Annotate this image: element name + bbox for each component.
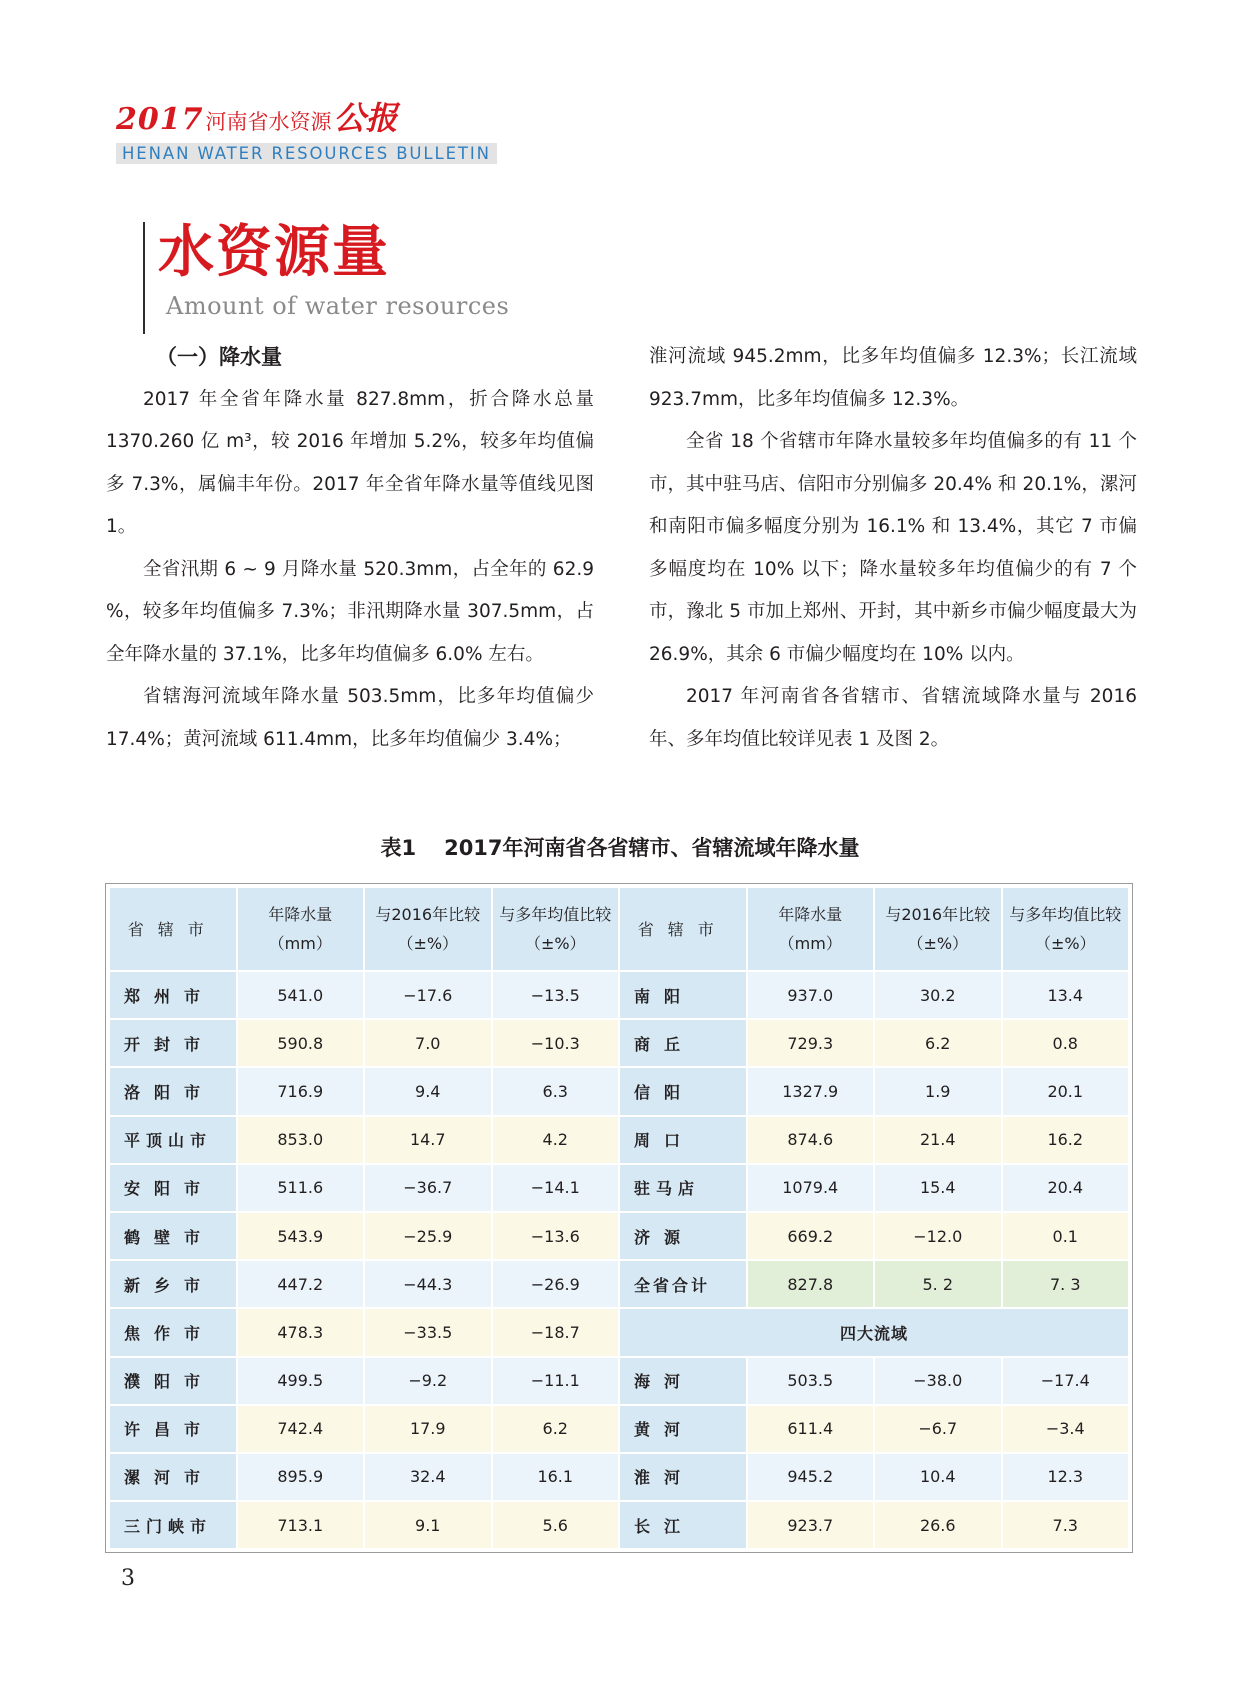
subsection-heading: （一）降水量 [156, 345, 282, 369]
precipitation-table [108, 886, 1130, 1550]
basin-section-header: 四大流域 [620, 1309, 1128, 1355]
city-name: 漯河市 [110, 1454, 236, 1500]
header-vs-average: 与多年均值比较 （±%） [1003, 888, 1129, 970]
right-text-column [649, 336, 1137, 761]
vs-average-value: 12.3 [1003, 1454, 1129, 1500]
vs-2016-value: 21.4 [875, 1117, 1001, 1163]
vs-average-value: 16.2 [1003, 1117, 1129, 1163]
basin-name: 黄河 [620, 1406, 746, 1452]
vs-average-value: −10.3 [493, 1020, 619, 1066]
rainfall-value: 853.0 [238, 1117, 364, 1163]
rainfall-value: 945.2 [748, 1454, 874, 1500]
brand-year: 2017 [116, 102, 204, 137]
city-name: 濮阳市 [110, 1358, 236, 1404]
vs-2016-value: 9.4 [365, 1068, 491, 1114]
vs-2016-value: 10.4 [875, 1454, 1001, 1500]
city-name: 开封市 [110, 1020, 236, 1066]
rainfall-value: 1327.9 [748, 1068, 874, 1114]
vs-2016-value: 1.9 [875, 1068, 1001, 1114]
vs-average-value: 0.1 [1003, 1213, 1129, 1259]
paragraph: 省辖海河流域年降水量 503.5mm，比多年均值偏少 17.4%；黄河流域 611.4mm，比多年均值偏少 3.4%； [106, 686, 594, 750]
table-row [110, 1020, 1128, 1066]
table-row [110, 1454, 1128, 1500]
header-rainfall: 年降水量 （mm） [748, 888, 874, 970]
section-title: 水资源量 [158, 219, 390, 285]
table-row [110, 1406, 1128, 1452]
vs-2016-value: 17.9 [365, 1406, 491, 1452]
rainfall-value: 447.2 [238, 1261, 364, 1307]
header-vs-average: 与多年均值比较 （±%） [493, 888, 619, 970]
brand-name: 河南省水资源 [205, 110, 332, 134]
rainfall-value: 590.8 [238, 1020, 364, 1066]
vs-2016-value: −12.0 [875, 1213, 1001, 1259]
rainfall-value: 923.7 [748, 1502, 874, 1548]
vs-2016-value: −33.5 [365, 1309, 491, 1355]
vs-average-value: 16.1 [493, 1454, 619, 1500]
rainfall-value: 716.9 [238, 1068, 364, 1114]
rainfall-value: 937.0 [748, 972, 874, 1018]
vs-2016-value: 6.2 [875, 1020, 1001, 1066]
city-name: 三门峡市 [110, 1502, 236, 1548]
vs-average-value: 13.4 [1003, 972, 1129, 1018]
city-name: 许昌市 [110, 1406, 236, 1452]
vs-average-value: −13.5 [493, 972, 619, 1018]
vs-2016-value: −17.6 [365, 972, 491, 1018]
vs-2016-value: 15.4 [875, 1165, 1001, 1211]
table-caption [0, 832, 1240, 862]
paragraph: 2017 年河南省各省辖市、省辖流域降水量与 2016 年、多年均值比较详见表 1 及图 2。 [649, 686, 1137, 750]
vs-average-value: −26.9 [493, 1261, 619, 1307]
rainfall-value: 669.2 [748, 1213, 874, 1259]
table-row [110, 1068, 1128, 1114]
rainfall-value: 895.9 [238, 1454, 364, 1500]
table-row [110, 1261, 1128, 1307]
rainfall-value: 541.0 [238, 972, 364, 1018]
city-name: 信阳 [620, 1068, 746, 1114]
table-caption-label: 表1 [380, 836, 417, 860]
table-row [110, 1309, 1128, 1355]
section-subtitle: Amount of water resources [166, 292, 510, 320]
vs-average-value: −13.6 [493, 1213, 619, 1259]
vs-average-value: −14.1 [493, 1165, 619, 1211]
vs-2016-value: −25.9 [365, 1213, 491, 1259]
rainfall-value: 742.4 [238, 1406, 364, 1452]
city-name: 平顶山市 [110, 1117, 236, 1163]
vs-average-value: 7.3 [1003, 1502, 1129, 1548]
rainfall-value: 827.8 [748, 1261, 874, 1307]
province-total-label: 全省合计 [620, 1261, 746, 1307]
city-name: 鹤壁市 [110, 1213, 236, 1259]
vs-average-value: 7. 3 [1003, 1261, 1129, 1307]
vs-average-value: −17.4 [1003, 1358, 1129, 1404]
vs-average-value: −3.4 [1003, 1406, 1129, 1452]
city-name: 洛阳市 [110, 1068, 236, 1114]
precipitation-table-frame [105, 883, 1133, 1553]
table-row [110, 972, 1128, 1018]
vs-2016-value: 26.6 [875, 1502, 1001, 1548]
city-name: 安阳市 [110, 1165, 236, 1211]
table-header-row [110, 888, 1128, 970]
rainfall-value: 874.6 [748, 1117, 874, 1163]
city-name: 郑州市 [110, 972, 236, 1018]
section-divider-bar [143, 222, 145, 334]
header-vs-2016: 与2016年比较 （±%） [875, 888, 1001, 970]
vs-2016-value: −36.7 [365, 1165, 491, 1211]
city-name: 驻马店 [620, 1165, 746, 1211]
table-row [110, 1165, 1128, 1211]
bulletin-brand [116, 93, 497, 139]
city-name: 新乡市 [110, 1261, 236, 1307]
basin-name: 长江 [620, 1502, 746, 1548]
vs-2016-value: 30.2 [875, 972, 1001, 1018]
rainfall-value: 1079.4 [748, 1165, 874, 1211]
vs-average-value: 6.3 [493, 1068, 619, 1114]
vs-2016-value: 9.1 [365, 1502, 491, 1548]
brand-english: HENAN WATER RESOURCES BULLETIN [116, 143, 497, 164]
brand-emphasis: 公报 [333, 99, 398, 137]
header-city: 省辖市 [620, 888, 746, 970]
vs-2016-value: 5. 2 [875, 1261, 1001, 1307]
page-number: 3 [121, 1566, 135, 1591]
city-name: 周口 [620, 1117, 746, 1163]
city-name: 济源 [620, 1213, 746, 1259]
vs-average-value: 4.2 [493, 1117, 619, 1163]
left-text-column [106, 336, 594, 761]
vs-average-value: 0.8 [1003, 1020, 1129, 1066]
header-vs-2016: 与2016年比较 （±%） [365, 888, 491, 970]
city-name: 商丘 [620, 1020, 746, 1066]
vs-average-value: 6.2 [493, 1406, 619, 1452]
vs-average-value: 5.6 [493, 1502, 619, 1548]
rainfall-value: 611.4 [748, 1406, 874, 1452]
table-row [110, 1117, 1128, 1163]
city-name: 焦作市 [110, 1309, 236, 1355]
header-rainfall: 年降水量 （mm） [238, 888, 364, 970]
header-city: 省辖市 [110, 888, 236, 970]
table-row [110, 1358, 1128, 1404]
paragraph: 淮河流域 945.2mm，比多年均值偏多 12.3%；长江流域 923.7mm，比多年均值偏多 12.3%。 [649, 346, 1137, 410]
vs-average-value: −18.7 [493, 1309, 619, 1355]
vs-2016-value: 14.7 [365, 1117, 491, 1163]
table-body [110, 972, 1128, 1548]
vs-2016-value: −44.3 [365, 1261, 491, 1307]
vs-average-value: 20.1 [1003, 1068, 1129, 1114]
paragraph: 全省汛期 6 ~ 9 月降水量 520.3mm，占全年的 62.9 %，较多年均值偏多 7.3%；非汛期降水量 307.5mm，占全年降水量的 37.1%，比多年均值偏多 6.0% 左右。 [106, 558, 594, 665]
vs-2016-value: −9.2 [365, 1358, 491, 1404]
bulletin-header [116, 93, 497, 164]
vs-2016-value: 32.4 [365, 1454, 491, 1500]
paragraph: 全省 18 个省辖市年降水量较多年均值偏多的有 11 个市，其中驻马店、信阳市分别偏多 20.4% 和 20.1%，漯河和南阳市偏多幅度分别为 16.1% 和 13.4%，其它 7 市偏多幅度均在 10% 以下；降水量较多年均值偏少的有 7 个市，豫北 5 市加上郑州、开封，其中新乡市偏少幅度最大为 26.9%，其余 6 市偏少幅度均在 10% 以内。 [649, 431, 1137, 665]
rainfall-value: 503.5 [748, 1358, 874, 1404]
basin-name: 海河 [620, 1358, 746, 1404]
city-name: 南阳 [620, 972, 746, 1018]
table-row [110, 1213, 1128, 1259]
vs-2016-value: −38.0 [875, 1358, 1001, 1404]
vs-2016-value: 7.0 [365, 1020, 491, 1066]
table-caption-title: 2017年河南省各省辖市、省辖流域年降水量 [444, 836, 860, 860]
rainfall-value: 511.6 [238, 1165, 364, 1211]
basin-name: 淮河 [620, 1454, 746, 1500]
paragraph: 2017 年全省年降水量 827.8mm，折合降水总量 1370.260 亿 m³，较 2016 年增加 5.2%，较多年均值偏多 7.3%，属偏丰年份。2017 年全省年降水量等值线见图 1。 [106, 388, 594, 537]
vs-average-value: 20.4 [1003, 1165, 1129, 1211]
rainfall-value: 543.9 [238, 1213, 364, 1259]
vs-2016-value: −6.7 [875, 1406, 1001, 1452]
rainfall-value: 478.3 [238, 1309, 364, 1355]
rainfall-value: 499.5 [238, 1358, 364, 1404]
rainfall-value: 729.3 [748, 1020, 874, 1066]
table-row [110, 1502, 1128, 1548]
rainfall-value: 713.1 [238, 1502, 364, 1548]
vs-average-value: −11.1 [493, 1358, 619, 1404]
